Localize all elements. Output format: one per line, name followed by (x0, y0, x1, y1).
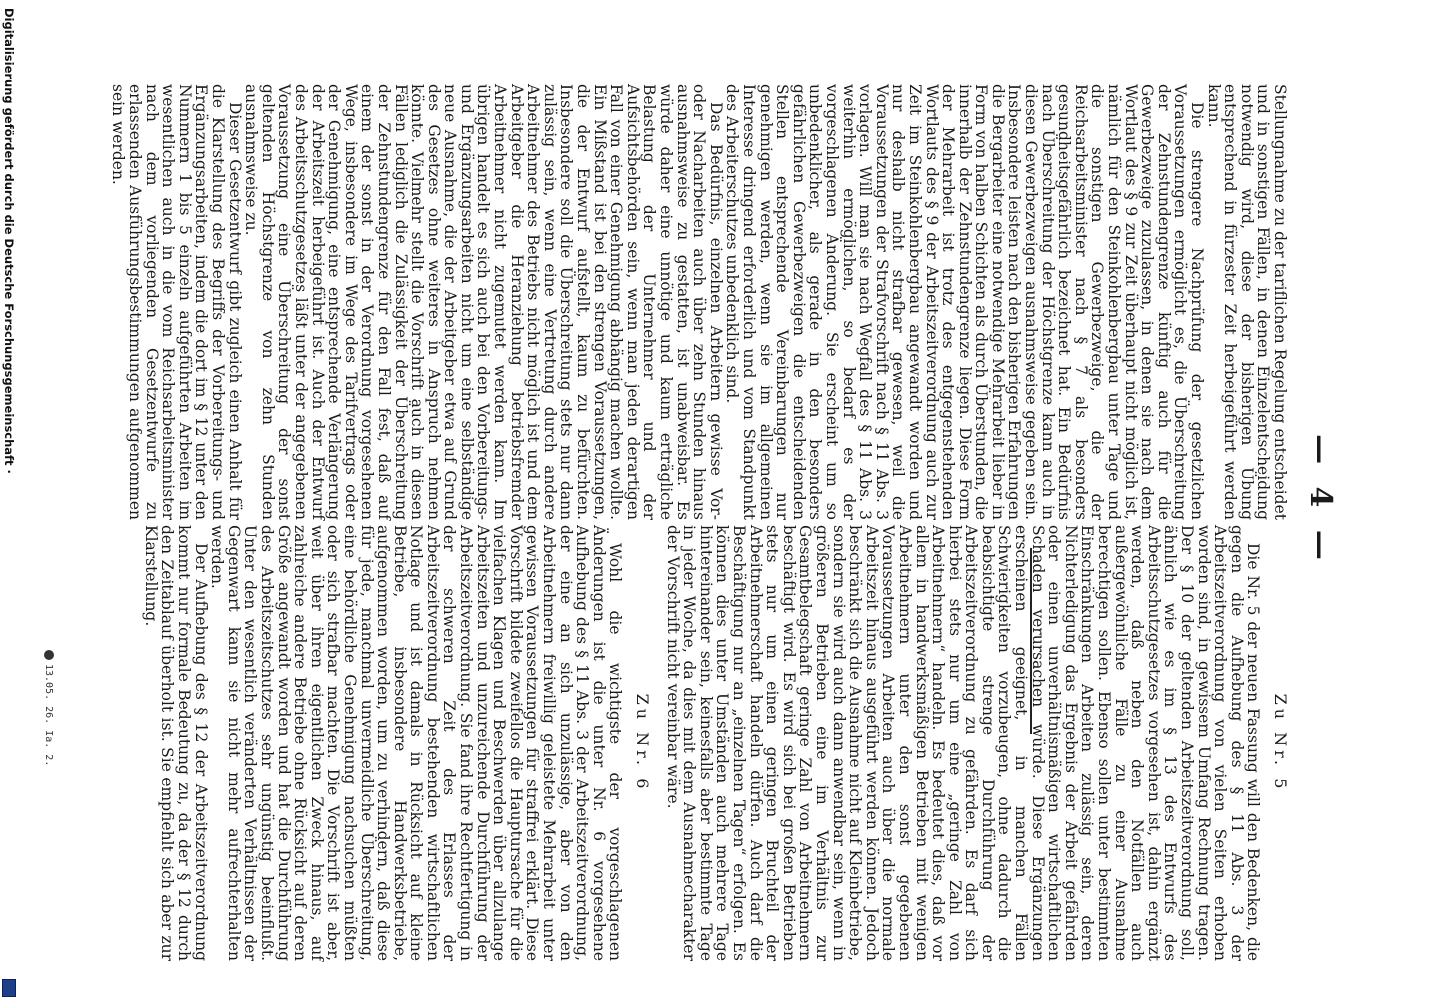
print-code: 13.05. 26. Ia. 2. (43, 650, 54, 766)
nr6-paragraph-2: Der Aufhebung des § 12 der Arbeitszeitverordnung kommt nur formale Bedeutung zu, da der § 12 durch den Zeitablauf überholt ist. Sie empfiehlt sich aber zur Klarstellung. (141, 525, 210, 961)
print-mark-icon (44, 650, 54, 660)
section-heading-nr5: Zu Nr. 5 (1271, 693, 1290, 793)
left-paragraph-2: Die strengere Nachprüfung der gesetzlichen Voraussetzungen ermöglicht es, die Überschreitung der Zehnstundengrenze künftig auch für die Gewerbezweige zuzulassen, in denen sie nach dem Wortlaut des § 9 zur Zeit überhaupt nicht möglich ist, nämlich für den Steinkohlenbergbau unter Tage und die sonstigen Gewerbezweige, die der Reichsarbeitsminister nach § 7 als besonders gesundheitsgefährlich bezeichnet hat. Ein Bedürfnis nach Überschreitung der Höchstgrenze kann auch in diesen Gewerbezweigen ausnahmsweise gegeben sein. Insbesondere leisten nach den bisherigen Erfahrungen die Bergarbeiter eine notwendige Mehrarbeit lieber in Form von halben Schichten als durch Überstunden, die innerhalb der Zehnstundengrenze liegen. Diese Form der Mehrarbeit ist trotz des entgegenstehenden Wortlauts des § 9 der Arbeitszeitverordnung auch zur Zeit im Steinkohlenbergbau angewandt worden und nur deshalb nicht strafbar gewesen, weil die Voraussetzungen der Strafvorschrift nach § 11 Abs. 3 vorlagen. Will man sie nach Wegfall des § 11 Abs. 3 weiterhin ermöglichen, so bedarf es der vorgeschlagenen Änderung. Sie erscheint um so unbedenklicher, als gerade in den besonders gefährlichen Gewerbezweigen die entscheidenden Stellen entsprechende Vereinbarungen nur genehmigen werden, wenn sie im allgemeinen Interesse dringend erforderlich und vom Standpunkt des Arbeiterschutzes unbedenklich sind. (723, 84, 1207, 520)
nr5-paragraph-1: Die Nr. 5 der neuen Fassung will den Bedenken, die gegen die Aufhebung des § 11 Abs. 3 der Arbeitszeitverordnung von vielen Seiten erhoben worden sind, in gewissem Umfang Rechnung tragen. Der § 10 der geltenden Arbeitszeitverordnung soll, ähnlich wie es im § 13 des Entwurfs des Arbeitsschutzgesetzes vorgesehen ist, dahin ergänzt werden, daß neben den Notfällen auch außergewöhnliche Fälle zu einer Ausnahme berechtigen sollen. Ebenso sollen unter bestimmten Einschränkungen Arbeiten zulässig sein, deren Nichterledigung das Ergebnis der Arbeit gefährden oder einen unverhältnismäßigen wirtschaftlichen Schaden verursachen würde. Diese Ergänzungen erscheinen geeignet, in manchen Fällen Schwierigkeiten vorzubeugen, ohne dadurch die beabsichtigte strenge Durchführung der Arbeitszeitverordnung zu gefährden. Es darf sich hierbei stets nur um eine „geringe Zahl von Arbeitnehmern“ handeln. Es bedeutet dies, daß vor allem in handwerksmäßigen Betrieben mit wenigen Arbeitnehmern unter den sonst gegebenen Voraussetzungen Arbeiten auch über die normale Arbeitszeit hinaus ausgeführt werden können. Jedoch beschränkt sich die Ausnahme nicht auf Kleinbetriebe, sondern sie wird auch dann anwendbar sein, wenn in größeren Betrieben eine im Verhältnis zur Gesamtbelegschaft geringe Zahl von Arbeitnehmern beschäftigt wird. Es wird sich bei großen Betrieben stets nur um einen geringen Bruchteil der Arbeitnehmerschaft handeln dürfen. Auch darf die Beschäftigung nur an „einzelnen Tagen“ erfolgen. Es können dies unter Umständen auch mehrere Tage hintereinander sein, keinesfalls aber bestimmte Tage in jeder Woche, da dies mit dem Ausnahmecharakter der Vorschrift nicht vereinbar wäre. (663, 525, 1263, 961)
right-column (142, 525, 1288, 961)
dfg-logo (2, 979, 16, 997)
left-paragraph-4: Dieser Gesetzentwurf gibt zugleich einen Anhalt für die Klarstellung des Begriffs der Vorbereitungs- und Ergänzungsarbeiten, indem die dort im § 12 unter den Nummern 1 bis 5 einzeln aufgeführten Arbeiten im wesentlichen auch in die vom Reichsarbeitsminister nach dem vorliegenden Gesetzentwurfe zu erlassenden Ausführungsbestimmungen aufgenommen sein werden. (109, 84, 244, 520)
nr6-paragraph-1: Wohl die wichtigste der vorgeschlagenen Änderungen ist die unter Nr. 6 vorgesehene Aufhebung des § 11 Abs. 3 der Arbeitszeitverordnung, der eine an sich unzulässige, aber von den Arbeitnehmern freiwillig geleistete Mehrarbeit unter gewissen Voraussetzungen für straffrei erklärt. Diese Vorschrift bildete zweifellos die Hauptursache für die vielfachen Klagen und Beschwerden über allzulange Arbeitszeiten und unzureichende Durchführung der Arbeitszeitverordnung. Sie fand ihre Rechtfertigung in der schweren Zeit des Erlasses der Arbeitszeitverordnung bestehenden wirtschaftlichen Notlage und ist damals in Rücksicht auf kleine Betriebe, insbesondere Handwerksbetriebe, aufgenommen worden, um zu verhindern, daß diese für jede, manchmal unvermeidliche Überschreitung, eine behördliche Genehmigung nachsuchen müßten oder sich strafbar machten. Die Vorschrift ist aber, weit über ihren eigentlichen Zweck hinaus, auf zahlreiche andere Betriebe ohne Rücksicht auf deren Größe angewandt worden und hat die Durchführung des Arbeitszeitschutzes sehr ungünstig beeinflußt. Unter den wesentlich veränderten Verhältnissen der Gegenwart kann sie nicht mehr aufrechterhalten werden. (208, 525, 625, 961)
left-paragraph-1: Stellungnahme zu der tariflichen Regelung entscheidet und in sonstigen Fällen, in denen Einzelentscheidung notwendig wird, diese der bisherigen Übung entsprechend in fürzester Zeit herbeigeführt werden kann. (1204, 84, 1289, 520)
digitization-note: Digitalisierung gefördert durch die Deutsche Forschungsgemeinschaft · (2, 8, 16, 474)
section-heading-nr6: Zu Nr. 6 (633, 693, 653, 793)
left-paragraph-3: Das Bedürfnis, einzelnen Arbeitern gewisse Vor- oder Nacharbeiten auch über zehn Stunden hinaus ausnahmsweise zu gestatten, ist unabweisbar. Es würde daher eine unnötige und kaum erträgliche Belastung der Unternehmer und der Aufsichtsbehörden sein, wenn man jeden derartigen Fall von einer Genehmigung abhängig machen wollte. Ein Mißstand ist bei den strengen Voraussetzungen, die der Entwurf aufstellt, kaum zu befürchten. Insbesondere soll die Überschreitung stets nur dann zulässig sein, wenn eine Vertretung durch andere Arbeitnehmer des Betriebs nicht möglich ist und dem Arbeitgeber die Heranziehung betriebsfremder Arbeitnehmer nicht zugemutet werden kann. Im übrigen handelt es sich auch bei den Vorbereitungs- und Ergänzungsarbeiten nicht um eine selbständige neue Ausnahme, die der Arbeitgeber etwa auf Grund des Gesetzes ohne weiteres in Anspruch nehmen könnte. Vielmehr stellt die Vorschrift auch in diesen Fällen lediglich die Zulässigkeit der Überschreitung der Zehnstundengrenze für den Fall fest, daß auf einem der sonst in der Verordnung vorgesehenen Wege, insbesondere im Wege des Tarifvertrags oder der Genehmigung, eine entsprechende Verlängerung der Arbeitszeit herbeigeführt ist. Auch der Entwurf des Arbeitsschutzgesetzes läßt unter der angegebenen Voraussetzung eine Überschreitung der sonst geltenden Höchstgrenze von zehn Stunden ausnahmsweise zu. (242, 84, 725, 520)
left-column (110, 84, 1288, 520)
page-number: — 4 — (1303, 434, 1338, 566)
